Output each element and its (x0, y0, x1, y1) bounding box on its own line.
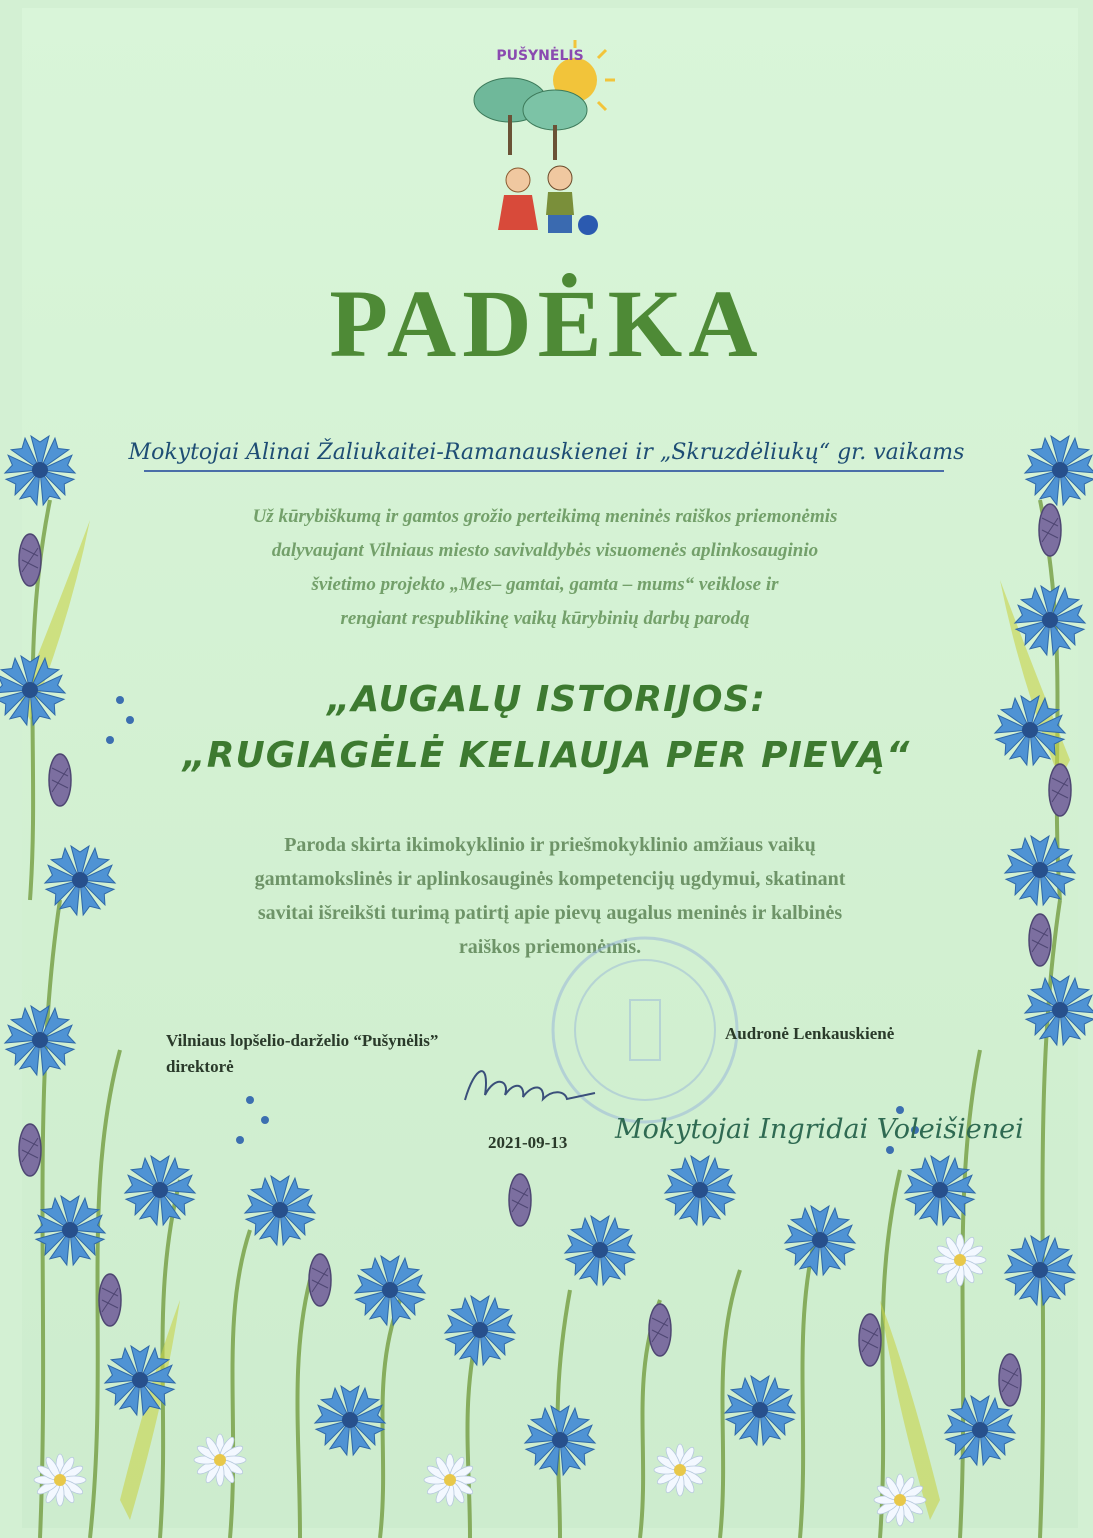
reason-line: dalyvaujant Vilniaus miesto savivaldybės visuomenės aplinkosauginio (271, 540, 819, 561)
description-line: Paroda skirta ikimokyklinio ir priešmokyklinio amžiaus vaikų (284, 834, 816, 856)
recipient-underline (144, 470, 944, 472)
description-line: gamtamokslinės ir aplinkosauginės kompetencijų ugdymui, skatinant (254, 868, 846, 890)
signatory-block (166, 1028, 438, 1080)
exhibition-title (0, 672, 1093, 784)
description-line: raiškos priemonėmis. (458, 936, 642, 958)
logo-lettering: PUŠYNĖLIS (496, 48, 584, 64)
reason-line: rengiant respublikinę vaikų kūrybinių darbų parodą (340, 608, 750, 629)
description-line: savitai išreikšti turimą patirtį apie pievų augalus meninės ir kalbinės (257, 902, 843, 924)
reason-line: Už kūrybiškumą ir gamtos grožio perteikimą meninės raiškos priemonėmis (252, 506, 838, 527)
certificate-title: PADĖKA (329, 270, 764, 377)
signatory-name: Audronė Lenkauskienė (725, 1024, 895, 1043)
handwritten-signature (455, 1055, 605, 1115)
exhibition-title-line: „RUGIAGĖLĖ KELIAUJA PER PIEVĄ“ (182, 735, 911, 776)
issue-date: 2021-09-13 (488, 1133, 568, 1152)
recipient-line: Mokytojai Alinai Žaliukaitei-Ramanauskienei ir „Skruzdėliukų“ gr. vaikams (128, 440, 965, 465)
exhibition-title-line: „AUGALŲ ISTORIJOS: (327, 679, 766, 720)
signatory-role: direktorė (166, 1057, 234, 1076)
signatory-institution: Vilniaus lopšelio-darželio “Pušynėlis” (166, 1031, 439, 1050)
reason-line: švietimo projekto „Mes– gamtai, gamta – mums“ veiklose ir (311, 574, 779, 595)
pusynelis-logo (460, 40, 620, 240)
reason-text (120, 500, 970, 636)
second-recipient: Mokytojai Ingridai Voleišienei (615, 1114, 1024, 1145)
